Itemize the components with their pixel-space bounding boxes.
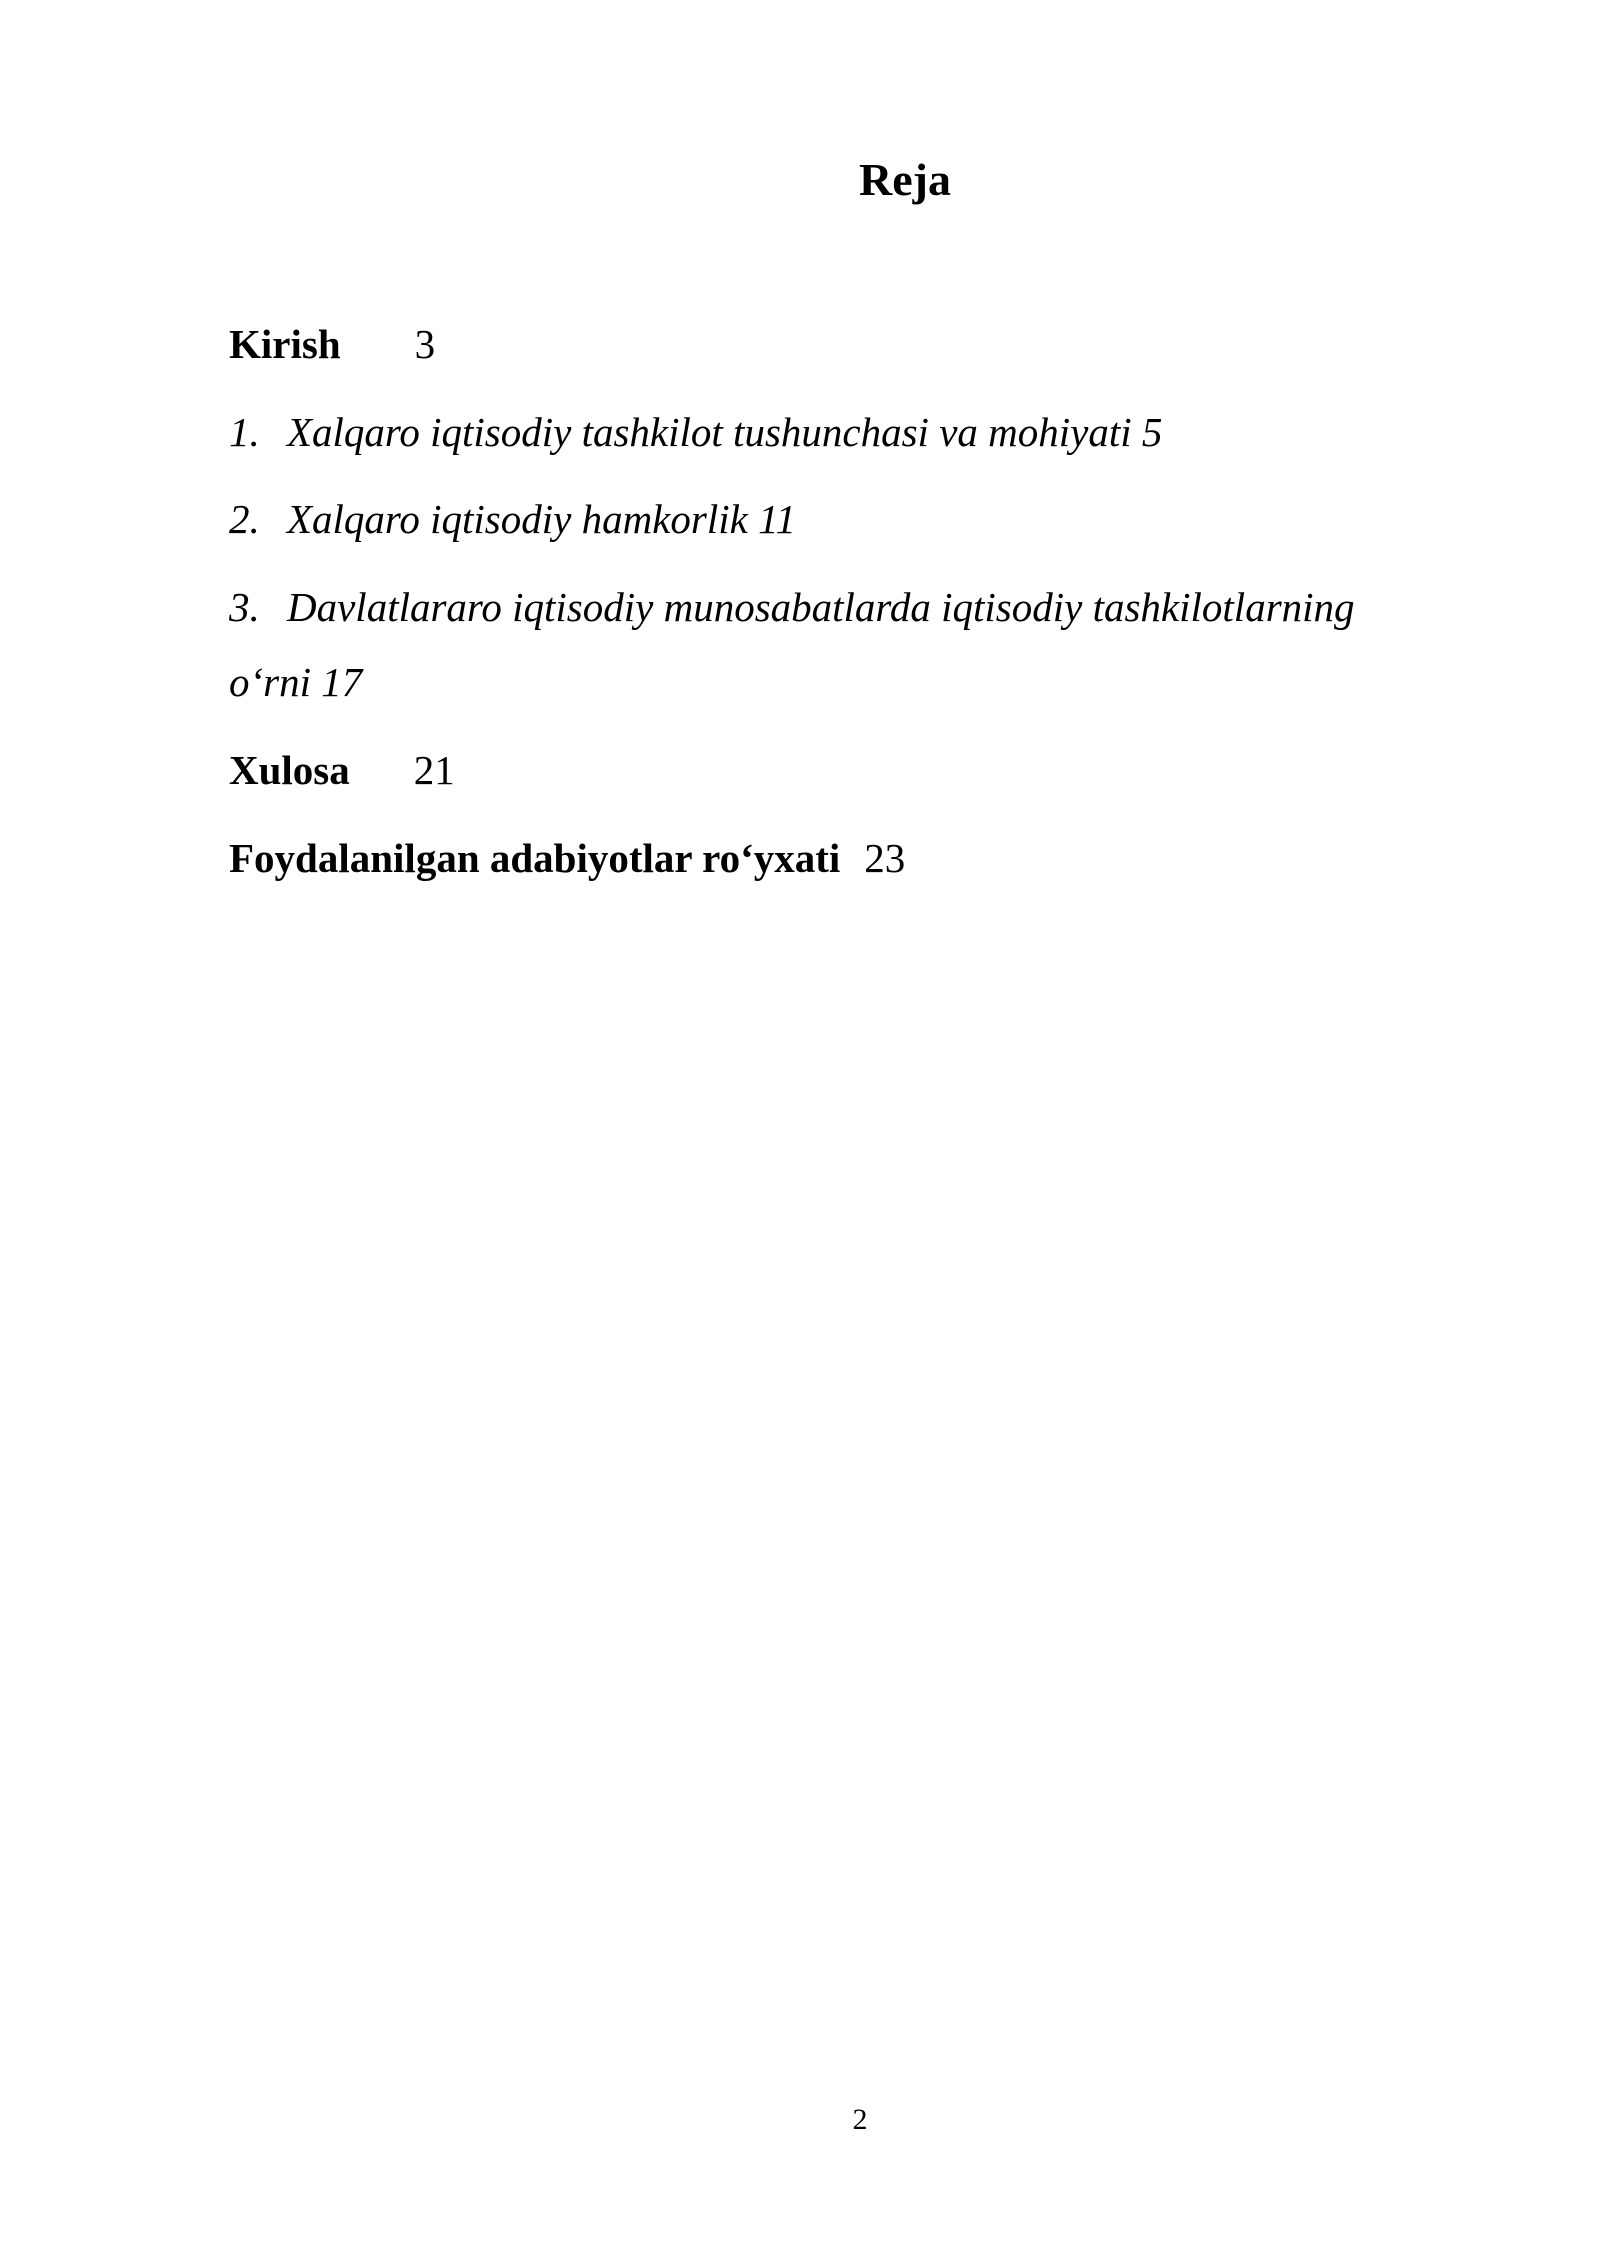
- toc-entry-label: Kirish: [229, 321, 341, 367]
- toc-entry-page: 3: [414, 321, 436, 367]
- toc-entry-label: Foydalanilgan adabiyotlar ro‘yxati: [229, 835, 841, 881]
- toc-entry-adabiyotlar: [229, 830, 905, 886]
- page-number: 2: [852, 2103, 868, 2136]
- toc-entry-label: Xalqaro iqtisodiy tashkilot tushunchasi va mohiyati: [287, 409, 1132, 455]
- toc-entry-page: 5: [1141, 409, 1163, 455]
- toc-entry-3-continued: [229, 654, 362, 710]
- toc-entry-page: 23: [864, 835, 906, 881]
- toc-entry-xulosa: [229, 742, 455, 798]
- toc-entry-page: 17: [321, 659, 363, 705]
- toc-entry-label: Xalqaro iqtisodiy hamkorlik: [287, 496, 748, 542]
- toc-entry-number: 1.: [229, 409, 260, 455]
- toc-entry-kirish: [229, 316, 435, 372]
- toc-entry-label: Xulosa: [229, 747, 350, 793]
- toc-entry-2: [229, 491, 796, 547]
- page-title: Reja: [859, 154, 951, 205]
- toc-entry-page: 11: [758, 496, 797, 542]
- toc-entry-label-continued: o‘rni: [229, 659, 311, 705]
- toc-entry-3: [229, 579, 1355, 635]
- toc-entry-number: 2.: [229, 496, 260, 542]
- toc-entry-page: 21: [413, 747, 455, 793]
- toc-entry-number: 3.: [229, 584, 260, 630]
- toc-entry-label: Davlatlararo iqtisodiy munosabatlarda iqtisodiy tashkilotlarning: [287, 584, 1355, 630]
- toc-entry-1: [229, 404, 1162, 460]
